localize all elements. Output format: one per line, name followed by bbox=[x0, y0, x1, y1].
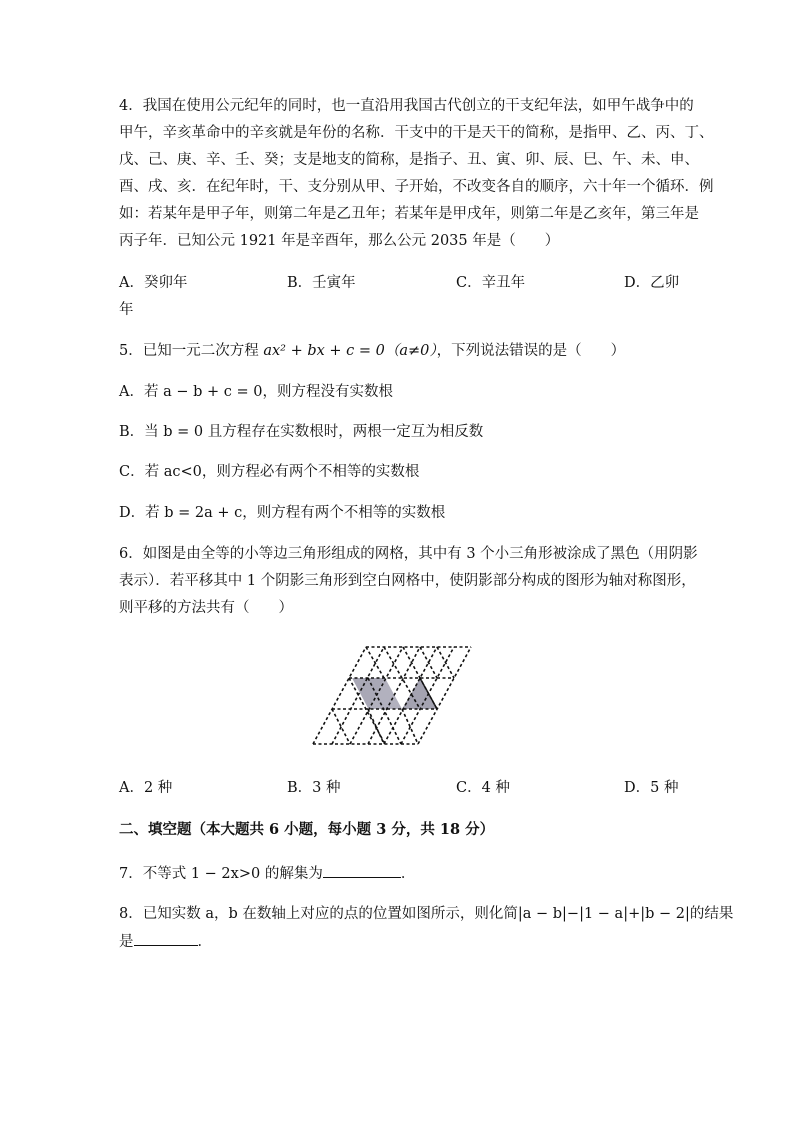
q8-line-2 bbox=[119, 931, 212, 952]
q6-option-c: C．4 种 bbox=[456, 780, 510, 796]
q4-option-b: B．壬寅年 bbox=[287, 275, 356, 291]
q4-option-a: A．癸卯年 bbox=[119, 275, 188, 291]
q5-stem-prefix: 5．已知一元二次方程 bbox=[119, 343, 264, 359]
q7-answer-blank[interactable] bbox=[323, 863, 401, 878]
q7-line bbox=[119, 863, 415, 884]
q6-line-3: 则平移的方法共有（ ） bbox=[119, 600, 293, 616]
q6-line-1: 6．如图是由全等的小等边三角形组成的网格，其中有 3 个小三角形被涂成了黑色（用阴影 bbox=[119, 546, 698, 562]
q6-option-d: D．5 种 bbox=[624, 780, 679, 796]
q4-line-5: 如：若某年是甲子年，则第二年是乙丑年；若某年是甲戌年，则第二年是乙亥年，第三年是 bbox=[119, 206, 699, 222]
q4-option-d-wrap: 年 bbox=[119, 302, 134, 318]
section-2-title: 二、填空题（本大题共 6 小题，每小题 3 分，共 18 分） bbox=[119, 821, 495, 838]
q5-option-a: A．若 a − b + c = 0，则方程没有实数根 bbox=[119, 384, 393, 400]
q4-line-2: 甲午，辛亥革命中的辛亥就是年份的名称．干支中的干是天干的简称，是指甲、乙、丙、丁、 bbox=[119, 125, 714, 141]
q5-stem bbox=[119, 341, 625, 361]
q8-line-1: 8．已知实数 a，b 在数轴上对应的点的位置如图所示，则化简|a − b|−|1 − a|+|b − 2|的结果 bbox=[119, 906, 734, 922]
q6-option-a: A．2 种 bbox=[119, 780, 173, 796]
q4-line-1: 4．我国在使用公元纪年的同时，也一直沿用我国古代创立的干支纪年法，如甲午战争中的 bbox=[119, 98, 694, 114]
q7-prefix: 7．不等式 1 − 2x>0 的解集为 bbox=[119, 866, 323, 882]
q5-option-c: C．若 ac<0，则方程必有两个不相等的实数根 bbox=[119, 464, 420, 480]
q8-line2-suffix: ． bbox=[197, 934, 212, 950]
q4-line-4: 酉、戌、亥．在纪年时，干、支分别从甲、子开始，不改变各自的顺序，六十年一个循环．例 bbox=[119, 179, 714, 195]
q4-line-6: 丙子年．已知公元 1921 年是辛酉年，那么公元 2035 年是（ ） bbox=[119, 233, 560, 249]
q4-option-c: C．辛丑年 bbox=[456, 275, 526, 291]
q5-option-d: D．若 b = 2a + c，则方程有两个不相等的实数根 bbox=[119, 505, 446, 521]
q5-equation: ax² + bx + c = 0（a≠0） bbox=[263, 343, 437, 359]
q7-suffix: ． bbox=[400, 866, 416, 882]
q5-stem-suffix: ，下列说法错误的是（ ） bbox=[436, 343, 626, 359]
q4-line-3: 戊、己、庚、辛、壬、癸；支是地支的简称，是指子、丑、寅、卯、辰、巳、午、未、申、 bbox=[119, 152, 699, 168]
q8-answer-blank[interactable] bbox=[134, 931, 198, 946]
shaded-triangle-3 bbox=[402, 678, 438, 709]
q6-line-2: 表示）．若平移其中 1 个阴影三角形到空白网格中，使阴影部分构成的图形为轴对称图形， bbox=[119, 573, 696, 589]
triangle-grid-figure bbox=[310, 640, 490, 750]
q8-line2-prefix: 是 bbox=[119, 934, 134, 950]
q4-option-d: D．乙卯 bbox=[624, 275, 680, 291]
q6-option-b: B．3 种 bbox=[287, 780, 341, 796]
q5-option-b: B．当 b = 0 且方程存在实数根时，两根一定互为相反数 bbox=[119, 424, 484, 440]
